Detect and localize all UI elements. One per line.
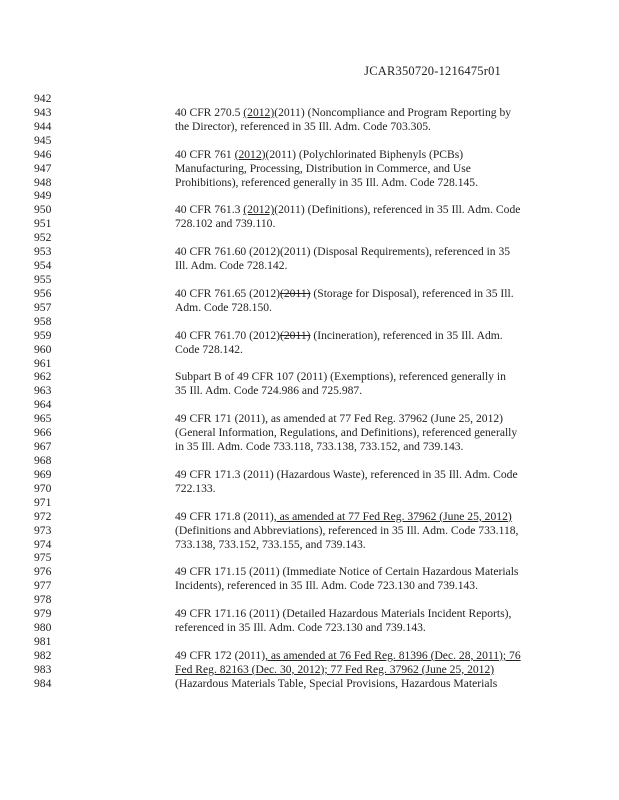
document-line xyxy=(0,176,619,190)
text-segment: (2011) (Polychlorinated Biphenyls (PCBs) xyxy=(265,147,464,161)
text-segment: (Storage for Disposal), referenced in 35 Ill. xyxy=(310,286,514,300)
line-text xyxy=(175,524,518,538)
text-segment: Subpart B of 49 CFR 107 (2011) (Exemptions), referenced generally in xyxy=(175,370,506,384)
inserted-text: (2012) xyxy=(243,203,275,217)
line-number: 981 xyxy=(34,634,52,648)
deleted-text: (2011) xyxy=(280,286,311,300)
line-number: 948 xyxy=(34,175,52,189)
document-line xyxy=(0,287,619,301)
text-segment: Incidents), referenced in 35 Ill. Adm. Code 723.130 and 739.143. xyxy=(175,579,478,593)
line-number: 954 xyxy=(34,259,52,273)
document-line xyxy=(0,524,619,538)
text-segment: 40 CFR 761.3 xyxy=(175,203,244,217)
line-number: 959 xyxy=(34,328,52,342)
document-line xyxy=(0,426,619,440)
text-segment: 733.138, 733.152, 733.155, and 739.143. xyxy=(175,537,366,551)
text-segment: 35 Ill. Adm. Code 724.986 and 725.987. xyxy=(175,384,363,398)
document-line xyxy=(0,454,619,468)
line-number: 944 xyxy=(34,119,52,133)
document-line xyxy=(0,189,619,203)
document-line xyxy=(0,565,619,579)
document-line xyxy=(0,120,619,134)
line-number: 976 xyxy=(34,565,52,579)
line-number: 968 xyxy=(34,453,52,467)
line-number: 978 xyxy=(34,593,52,607)
line-number: 982 xyxy=(34,648,52,662)
document-line xyxy=(0,551,619,565)
document-line xyxy=(0,217,619,231)
text-segment: the Director), referenced in 35 Ill. Adm. Code 703.305. xyxy=(175,119,431,133)
document-line xyxy=(0,496,619,510)
document-line xyxy=(0,384,619,398)
line-text xyxy=(175,565,518,579)
line-text xyxy=(175,203,520,217)
text-segment: 40 CFR 761.70 (2012) xyxy=(175,328,280,342)
document-line xyxy=(0,134,619,148)
line-text xyxy=(175,649,521,663)
text-segment: Code 728.142. xyxy=(175,342,243,356)
text-segment: Prohibitions), referenced generally in 35 Ill. Adm. Code 728.145. xyxy=(175,175,478,189)
line-number: 983 xyxy=(34,662,52,676)
line-text xyxy=(175,301,272,315)
document-line xyxy=(0,106,619,120)
text-segment: Ill. Adm. Code 728.142. xyxy=(175,259,288,273)
line-text xyxy=(175,259,287,273)
line-text xyxy=(175,245,510,259)
document-line xyxy=(0,231,619,245)
document-line xyxy=(0,259,619,273)
line-number: 977 xyxy=(34,579,52,593)
document-line xyxy=(0,635,619,649)
line-number: 960 xyxy=(34,342,52,356)
line-text xyxy=(175,607,511,621)
line-number: 984 xyxy=(34,676,52,690)
document-line xyxy=(0,357,619,371)
line-number: 945 xyxy=(34,133,52,147)
document-line xyxy=(0,607,619,621)
line-number: 946 xyxy=(34,147,52,161)
line-number: 964 xyxy=(34,398,52,412)
document-line xyxy=(0,538,619,552)
line-number: 967 xyxy=(34,440,52,454)
line-text xyxy=(175,162,471,176)
line-number: 979 xyxy=(34,607,52,621)
inserted-text: , as amended at 77 Fed Reg. 37962 (June 25, 2012) xyxy=(273,509,512,523)
line-number: 950 xyxy=(34,203,52,217)
document-line xyxy=(0,203,619,217)
text-segment: 40 CFR 270.5 xyxy=(175,105,244,119)
line-number: 953 xyxy=(34,245,52,259)
text-segment: 49 CFR 171.15 (2011) (Immediate Notice of Certain Hazardous Materials xyxy=(175,565,519,579)
line-number: 951 xyxy=(34,217,52,231)
line-number: 943 xyxy=(34,105,52,119)
text-segment: (Hazardous Materials Table, Special Provisions, Hazardous Materials xyxy=(175,676,498,690)
document-line xyxy=(0,482,619,496)
document-line xyxy=(0,510,619,524)
line-text xyxy=(175,106,511,120)
line-text xyxy=(175,217,275,231)
document-line xyxy=(0,649,619,663)
text-segment: Manufacturing, Processing, Distribution in Commerce, and Use xyxy=(175,161,471,175)
line-text xyxy=(175,148,463,162)
line-text xyxy=(175,384,362,398)
line-text xyxy=(175,468,518,482)
text-segment: (2011) (Noncompliance and Program Reporting by xyxy=(274,105,512,119)
text-segment: 49 CFR 171.16 (2011) (Detailed Hazardous Materials Incident Reports), xyxy=(175,607,512,621)
line-text xyxy=(175,482,216,496)
text-segment: 40 CFR 761.65 (2012) xyxy=(175,286,280,300)
document-line xyxy=(0,593,619,607)
document-line xyxy=(0,329,619,343)
document-body xyxy=(0,92,619,691)
line-text xyxy=(175,579,478,593)
deleted-text: (2011) xyxy=(280,328,311,342)
line-number: 966 xyxy=(34,426,52,440)
text-segment: 40 CFR 761 xyxy=(175,147,235,161)
document-line xyxy=(0,370,619,384)
text-segment: (2011) (Definitions), referenced in 35 Ill. Adm. Code xyxy=(274,203,521,217)
document-line xyxy=(0,343,619,357)
line-number: 974 xyxy=(34,537,52,551)
line-number: 961 xyxy=(34,356,52,370)
line-text xyxy=(175,440,463,454)
text-segment: (Incineration), referenced in 35 Ill. Adm. xyxy=(310,328,503,342)
line-text xyxy=(175,176,478,190)
document-line xyxy=(0,440,619,454)
line-text xyxy=(175,426,517,440)
text-segment: (General Information, Regulations, and Definitions), referenced generally xyxy=(175,426,518,440)
document-line xyxy=(0,315,619,329)
line-number: 963 xyxy=(34,384,52,398)
line-number: 975 xyxy=(34,551,52,565)
line-number: 952 xyxy=(34,231,52,245)
text-segment: 49 CFR 172 (2011) xyxy=(175,648,266,662)
line-number: 957 xyxy=(34,300,52,314)
line-text xyxy=(175,287,514,301)
document-line xyxy=(0,468,619,482)
line-number: 958 xyxy=(34,314,52,328)
document-line xyxy=(0,579,619,593)
line-text xyxy=(175,510,512,524)
text-segment: referenced in 35 Ill. Adm. Code 723.130 and 739.143. xyxy=(175,621,426,635)
inserted-text: , as amended at 76 Fed Reg. 81396 (Dec. 28, 2011); 76 xyxy=(265,648,521,662)
document-line xyxy=(0,273,619,287)
text-segment: 722.133. xyxy=(175,481,216,495)
document-line xyxy=(0,301,619,315)
text-segment: 49 CFR 171.3 (2011) (Hazardous Waste), referenced in 35 Ill. Adm. Code xyxy=(175,467,518,481)
document-id: JCAR350720-1216475r01 xyxy=(364,64,501,78)
document-line xyxy=(0,412,619,426)
line-number: 947 xyxy=(34,161,52,175)
inserted-text: (2012) xyxy=(243,105,275,119)
line-text xyxy=(175,538,366,552)
line-text xyxy=(175,621,426,635)
document-line xyxy=(0,245,619,259)
text-segment: Adm. Code 728.150. xyxy=(175,300,272,314)
line-text xyxy=(175,412,503,426)
text-segment: 49 CFR 171.8 (2011) xyxy=(175,509,274,523)
line-text xyxy=(175,663,494,677)
text-segment: in 35 Ill. Adm. Code 733.118, 733.138, 733.152, and 739.143. xyxy=(175,440,464,454)
text-segment: 728.102 and 739.110. xyxy=(175,217,276,231)
line-number: 969 xyxy=(34,467,52,481)
line-number: 955 xyxy=(34,272,52,286)
text-segment: (Definitions and Abbreviations), referenced in 35 Ill. Adm. Code 733.118, xyxy=(175,523,519,537)
line-number: 962 xyxy=(34,370,52,384)
line-text xyxy=(175,329,503,343)
line-text xyxy=(175,370,506,384)
document-line xyxy=(0,398,619,412)
document-line xyxy=(0,663,619,677)
line-number: 971 xyxy=(34,495,52,509)
text-segment: 40 CFR 761.60 (2012)(2011) (Disposal Requirements), referenced in 35 xyxy=(175,245,511,259)
line-text xyxy=(175,120,431,134)
line-text xyxy=(175,343,243,357)
document-line xyxy=(0,162,619,176)
document-line xyxy=(0,92,619,106)
line-number: 949 xyxy=(34,189,52,203)
line-number: 942 xyxy=(34,92,52,105)
line-text xyxy=(175,677,497,691)
line-number: 972 xyxy=(34,509,52,523)
line-number: 980 xyxy=(34,621,52,635)
inserted-text: Fed Reg. 82163 (Dec. 30, 2012); 77 Fed Reg. 37962 (June 25, 2012) xyxy=(175,662,495,676)
line-number: 965 xyxy=(34,412,52,426)
document-line xyxy=(0,621,619,635)
line-number: 956 xyxy=(34,286,52,300)
text-segment: 49 CFR 171 (2011), as amended at 77 Fed Reg. 37962 (June 25, 2012) xyxy=(175,412,504,426)
line-number: 973 xyxy=(34,523,52,537)
inserted-text: (2012) xyxy=(234,147,266,161)
document-line xyxy=(0,677,619,691)
document-line xyxy=(0,148,619,162)
line-number: 970 xyxy=(34,481,52,495)
